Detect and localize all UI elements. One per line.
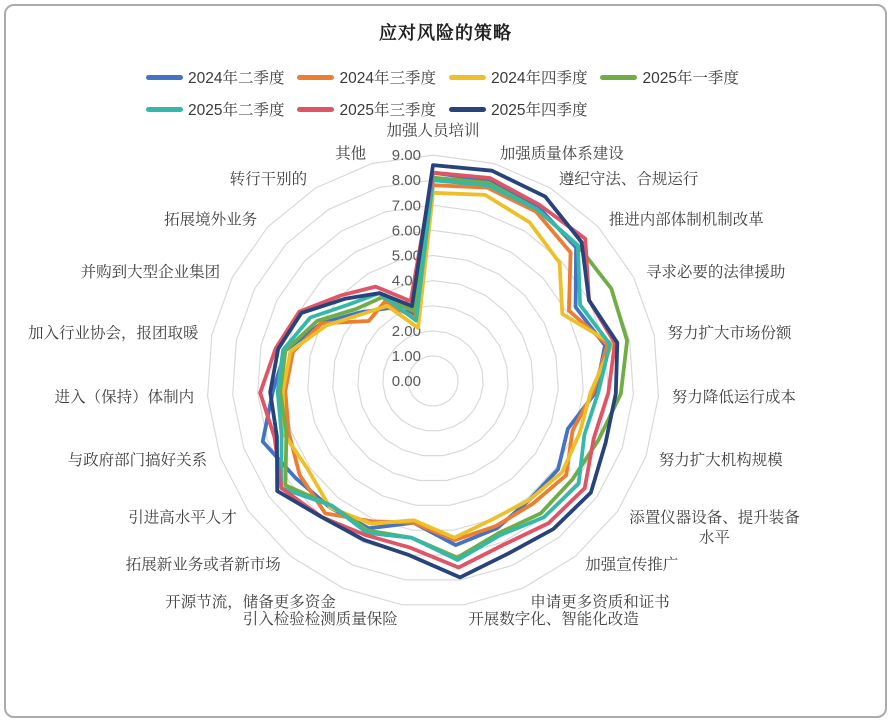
category-label: 与政府部门搞好关系 <box>67 452 208 470</box>
category-label: 其他 <box>335 145 367 163</box>
series-line-2024年三季度 <box>285 185 607 540</box>
category-label: 努力扩大市场份额 <box>667 324 792 342</box>
category-label: 加强宣传推广 <box>585 556 679 574</box>
category-label: 加强人员培训 <box>386 122 480 140</box>
category-label: 开源节流，储备更多资金 <box>165 593 336 611</box>
category-label: 引入检验检测质量保险 <box>242 611 398 629</box>
radial-tick-label: 3.00 <box>391 297 421 315</box>
category-label: 推进内部体制机制改革 <box>608 211 764 229</box>
category-label: 遵纪守法、合规运行 <box>558 171 699 188</box>
series-line-2025年四季度 <box>270 165 617 577</box>
category-label: 引进高水平人才 <box>128 509 237 527</box>
category-label: 申请更多资质和证书 <box>530 593 670 611</box>
radial-tick-label: 0.00 <box>391 373 421 390</box>
series-lines <box>260 165 627 577</box>
series-line-2024年二季度 <box>263 173 605 545</box>
category-label: 开展数字化、智能化改造 <box>468 611 639 629</box>
legend-label: 2025年二季度 <box>188 102 285 119</box>
legend-label: 2025年四季度 <box>490 102 588 119</box>
category-label: 进入（保持）体制内 <box>54 389 195 407</box>
radial-tick-label: 4.00 <box>391 272 421 290</box>
radial-tick-label: 8.00 <box>391 172 421 190</box>
category-label: 添置仪器设备、提升装备水平 <box>629 509 800 547</box>
legend-label: 2024年二季度 <box>188 70 285 87</box>
chart-title: 应对风险的策略 <box>379 23 512 43</box>
radial-tick-label: 6.00 <box>391 222 421 240</box>
radial-tick-label: 5.00 <box>391 247 421 265</box>
category-label: 努力扩大机构规模 <box>658 452 783 470</box>
legend-label: 2025年三季度 <box>339 102 436 119</box>
legend-label: 2024年三季度 <box>339 70 436 87</box>
radial-tick-label: 9.00 <box>391 147 421 165</box>
radial-tick-label: 7.00 <box>391 197 421 215</box>
category-label: 加强质量体系建设 <box>499 145 624 163</box>
category-label: 拓展境外业务 <box>164 211 258 229</box>
category-label: 寻求必要的法律援助 <box>645 264 786 282</box>
category-label: 拓展新业务或者新市场 <box>125 556 281 574</box>
grid-ring <box>358 306 508 456</box>
legend-label: 2025年一季度 <box>642 70 739 87</box>
category-label: 并购到大型企业集团 <box>80 264 221 282</box>
grid-ring <box>283 230 583 530</box>
radial-tick-label: 2.00 <box>391 322 421 340</box>
category-label: 加入行业协会，报团取暖 <box>27 324 199 342</box>
category-label: 转行干别的 <box>229 171 308 188</box>
category-label: 努力降低运行成本 <box>671 389 796 407</box>
radial-tick-label: 1.00 <box>391 347 421 365</box>
legend-label: 2024年四季度 <box>490 70 588 87</box>
